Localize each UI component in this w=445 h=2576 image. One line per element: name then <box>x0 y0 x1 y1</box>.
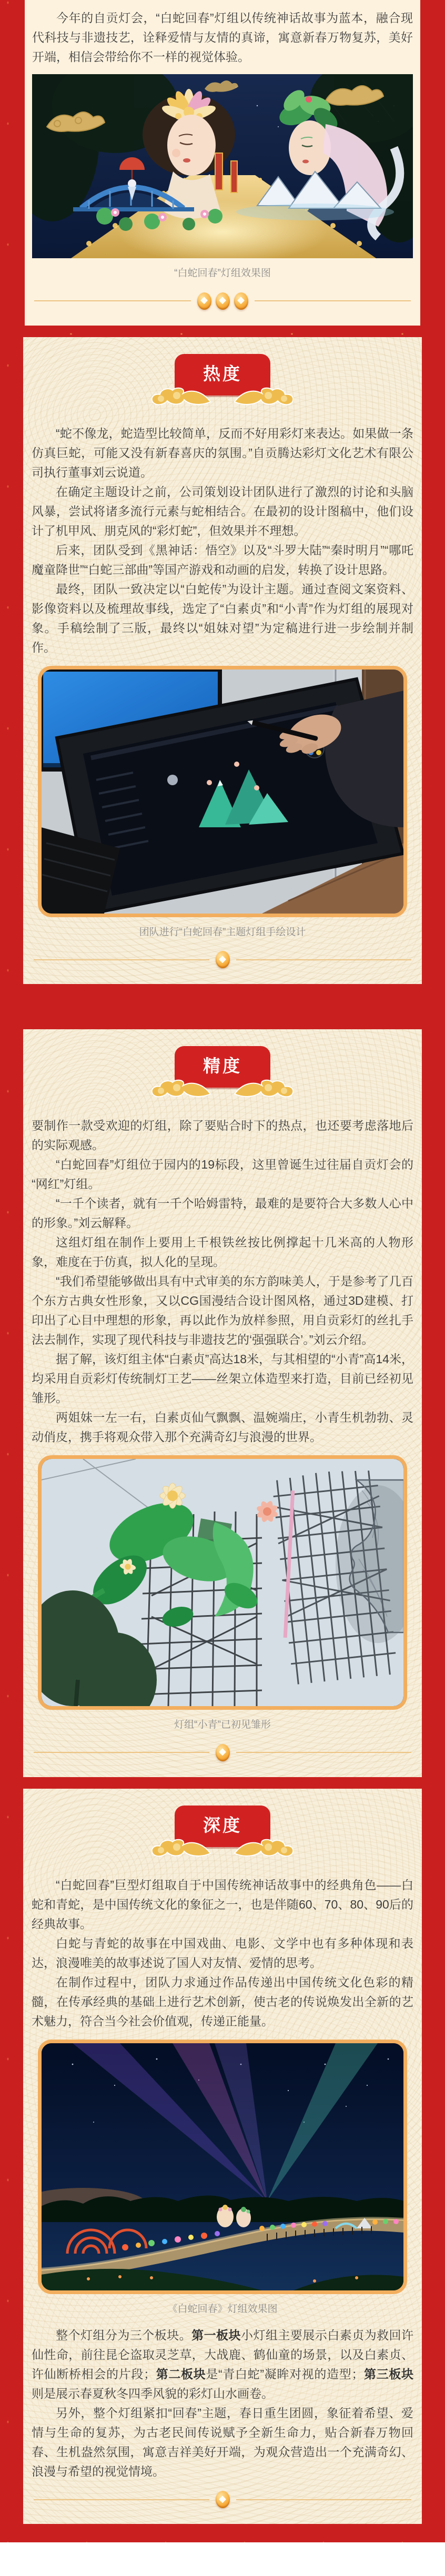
body-paragraph: 在确定主题设计之前，公司策划设计团队进行了激烈的讨论和头脑风暴，尝试将诸多流行元素与蛇相结合。在最初的设计图稿中，他们设计了机甲风、朋克风的“彩灯蛇”，但效果并不理想。 <box>32 484 413 537</box>
body-paragraph: “白蛇回春”灯组位于园内的19标段，这里曾诞生过往届自贡灯会的“网红”灯组。 <box>32 1158 413 1191</box>
body-paragraph: 最终，团队一致决定以“白蛇传”为设计主题。通过查阅文案资料、影像资料以及梳理故事线，选定了“白素贞”和“小青”作为灯组的展现对象。手稿绘制了三版，最终以“姐妹对望”为定稿进行进一步绘制并制作。 <box>32 582 413 654</box>
body-paragraph: “一千个读者，就有一千个哈姆雷特，最难的是要符合大多数人心中的形象。”刘云解释。 <box>32 1196 413 1230</box>
gold-coin-icon <box>216 951 230 968</box>
body-paragraph: 在制作过程中，团队力求通过作品传递出中国传统文化色彩的精髓，在传承经典的基础上进行艺术创新，使古老的传说焕发出全新的艺术魅力，符合当今社会价值观，传递正能量。 <box>32 1975 413 2028</box>
divider-line <box>236 959 412 960</box>
gold-coin-icon <box>216 2491 230 2508</box>
lantern-night-illustration <box>42 2043 403 2290</box>
lantern-render-wide-image <box>32 74 413 258</box>
coin-divider <box>32 1735 413 1776</box>
body-paragraph: 这组灯组在制作上要用上千根铁丝按比例撑起十几米高的人物形象，难度在于仿真，拟人化的呈现。 <box>32 1235 413 1269</box>
gold-coin-icon <box>197 292 211 310</box>
body-paragraph: 白蛇与青蛇的故事在中国戏曲、电影、文学中也有多种体现和表达，浪漫唯美的故事述说了国人对友情、爱情的思考。 <box>32 1936 413 1970</box>
tablet-sketch-photo <box>38 666 407 917</box>
gold-coin-icon <box>216 292 230 310</box>
intro-figure <box>32 74 413 283</box>
body-paragraph: 要制作一款受欢迎的灯组，除了要贴合时下的热点，也还要考虑落地后的实际观感。 <box>32 1119 413 1152</box>
badge-area <box>32 1046 413 1100</box>
cloud-ornament-right-icon <box>230 1838 298 1861</box>
heat-figure <box>32 666 413 942</box>
coin-divider <box>32 941 413 983</box>
depth-paragraphs-after <box>32 2326 413 2481</box>
body-paragraph: 据了解，该灯组主体“白素贞”高达18米，与其相望的“小青”高14米，均采用自贡彩灯传统制灯工艺——丝架立体造型来打造，目前已经初见雏形。 <box>32 1352 413 1405</box>
body-paragraph: 另外，整个灯组紧扣“回春”主题，春日重生团圆，象征着希望、爱情与生命的复苏，为古老民间传说赋予全新生命力，贴合新春万物回春、生机盎然氛围，寓意吉祥美好开端，为观众营造出一个充满奇幻、浪漫与希望的视觉情境。 <box>32 2406 413 2479</box>
body-paragraph: 今年的自贡灯会，“白蛇回春”灯组以传统神话故事为蓝本，融合现代科技与非遗技艺，诠释爱情与友情的真谛，寓意新春万物复苏，美好开端，相信会带给你不一样的视觉体验。 <box>32 11 413 64</box>
tablet-sketch-illustration <box>42 670 403 914</box>
gold-coins <box>197 292 248 310</box>
cloud-ornaments <box>32 1838 413 1860</box>
body-paragraph: 后来，团队受到《黑神话：悟空》以及“斗罗大陆”“秦时明月”“哪吒魔童降世”“白蛇三部曲”等国产游戏和动画的启发，转换了设计思路。 <box>32 543 413 576</box>
divider-line <box>34 2499 209 2500</box>
section-badge: 深度 <box>175 1806 270 1847</box>
section-heat <box>23 337 422 985</box>
section-badge: 精度 <box>175 1046 270 1088</box>
cloud-ornament-left-icon <box>147 1838 215 1861</box>
red-gap <box>0 984 445 1029</box>
cloud-ornament-right-icon <box>230 386 298 409</box>
divider-line <box>255 300 411 301</box>
scaffold-construction-photo <box>38 1455 407 1710</box>
body-paragraph: “蛇不像龙，蛇造型比较简单，反而不好用彩灯来表达。如果做一条仿真巨蛇，可能又没有新春喜庆的氛围。”自贡腾达彩灯文化艺术有限公司执行董事刘云说道。 <box>32 426 413 479</box>
body-paragraph: “白蛇回春”巨型灯组取自于中国传统神话故事中的经典角色——白蛇和青蛇，是中国传统文化的象征之一，也是伴随60、70、80、90后的经典故事。 <box>32 1878 413 1931</box>
red-gap <box>0 326 445 337</box>
intro-image-caption: “白蛇回春”灯组效果图 <box>174 268 271 279</box>
gold-coins <box>216 2491 230 2508</box>
precision-figure <box>32 1455 413 1735</box>
divider-line <box>34 1752 209 1753</box>
precision-image-caption: 灯组“小青”已初见雏形 <box>174 1719 271 1731</box>
lantern-night-render-photo <box>38 2040 407 2294</box>
red-gap <box>0 2524 445 2542</box>
section-depth <box>23 1789 422 2524</box>
cloud-ornaments <box>32 1078 413 1100</box>
body-paragraph: 两姐妹一左一右，白素贞仙气飘飘、温婉端庄，小青生机勃勃、灵动俏皮，携手将观众带入那个充满奇幻与浪漫的世界。 <box>32 1411 413 1444</box>
red-gap <box>0 1777 445 1789</box>
body-paragraph: 整个灯组分为三个板块。第一板块小灯组主要展示白素贞为救回许仙性命，前往昆仑盗取灵芝草，大战鹿、鹤仙童的场景，以及白素贞、许仙断桥相会的片段；第二板块是“青白蛇”凝眸对视的造型；第三板块则是展示春夏秋冬四季风貌的彩灯山水画卷。 <box>32 2328 414 2401</box>
gold-coins <box>216 951 230 968</box>
body-paragraph: “我们希望能够做出具有中式审美的东方韵味美人，于是参考了几百个东方古典女性形象，又以CG国漫结合设计图风格，通过3D建模、打印出了心目中理想的形象，再以此作为放样参照，用自贡彩灯的丝扎手法去制作，实现了现代科技与非遗技艺的‘强强联合’。”刘云介绍。 <box>32 1274 413 1347</box>
cloud-ornament-left-icon <box>147 1078 215 1101</box>
cloud-ornament-right-icon <box>230 1078 298 1101</box>
precision-paragraphs <box>32 1116 413 1447</box>
heat-image-caption: 团队进行“白蛇回春”主题灯组手绘设计 <box>139 926 306 938</box>
scaffold-illustration <box>42 1459 403 1706</box>
badge-area <box>32 354 413 408</box>
divider-line <box>236 1752 412 1753</box>
lantern-render-wide-illustration <box>32 74 413 258</box>
section-badge: 热度 <box>175 354 270 395</box>
divider-line <box>34 300 191 301</box>
divider-line <box>236 2499 412 2500</box>
heat-paragraphs <box>32 424 413 657</box>
depth-figure <box>32 2040 413 2319</box>
section-precision <box>23 1029 422 1777</box>
page-bottom-spacer <box>0 2542 445 2576</box>
cloud-ornaments <box>32 386 413 408</box>
depth-paragraphs <box>32 1875 413 2031</box>
intro-paragraphs <box>32 8 413 67</box>
gold-coin-icon <box>216 1744 230 1761</box>
cloud-ornament-left-icon <box>147 386 215 409</box>
coin-divider <box>32 283 413 324</box>
coin-divider <box>32 2481 413 2523</box>
divider-line <box>34 959 209 960</box>
gold-coin-icon <box>234 292 248 310</box>
badge-area <box>32 1806 413 1860</box>
depth-image-caption: 《白蛇回春》灯组效果图 <box>167 2303 278 2315</box>
intro-section <box>25 0 420 326</box>
gold-coins <box>216 1744 230 1761</box>
